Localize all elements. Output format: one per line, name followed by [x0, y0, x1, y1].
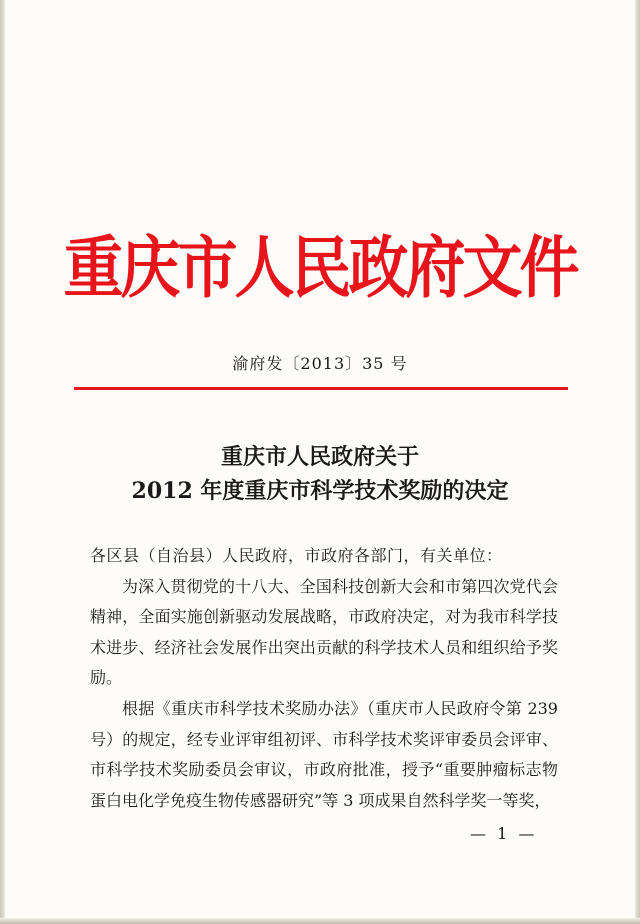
page-bottom-edge — [0, 918, 640, 924]
document-number: 渝府发〔2013〕35 号 — [232, 354, 408, 373]
addressee-line: 各区县（自治县）人民政府，市政府各部门，有关单位： — [90, 546, 503, 565]
red-separator-line — [74, 387, 568, 390]
document-title-line-1: 重庆市人民政府关于 — [220, 444, 419, 470]
document-body — [90, 541, 558, 816]
red-header-title: 重庆市人民政府文件 — [63, 229, 577, 308]
body-paragraph-1: 为深入贯彻党的十八大、全国科技创新大会和市第四次党代会精神，全面实施创新驱动发展战略，市政府决定，对为我市科学技术进步、经济社会发展作出突出贡献的科学技术人员和组织给予奖励。 — [90, 576, 558, 688]
document-title-line-2: 2012 年度重庆市科学技术奖励的决定 — [131, 478, 509, 504]
page-number: — 1 — — [470, 824, 538, 843]
body-paragraph-2: 根据《重庆市科学技术奖励办法》（重庆市人民政府令第 239 号）的规定，经专业评审组初评、市科学技术奖评审委员会评审、市科学技术奖励委员会审议，市政府批准，授予“重要肿瘤标志物蛋白电化学免疫生物传感器研究”等 3 项成果自然科学奖一等奖， — [90, 698, 558, 810]
document-title — [0, 440, 640, 508]
